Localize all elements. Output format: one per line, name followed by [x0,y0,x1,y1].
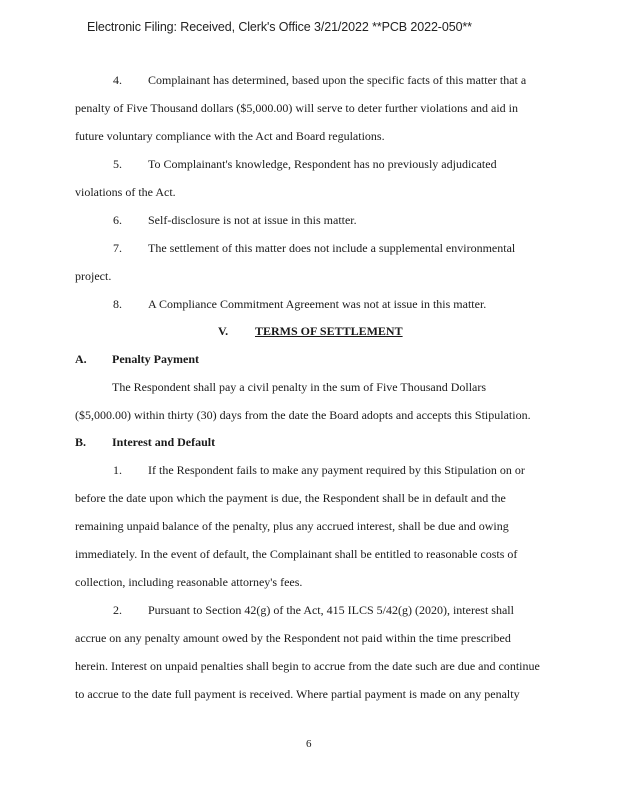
page-number: 6 [306,738,312,750]
para8-line1: A Compliance Commitment Agreement was not at issue in this matter. [148,297,487,311]
para7-number: 7. [113,241,122,255]
subsection-a-label: A. [75,352,87,366]
para5-line2: violations of the Act. [75,185,176,199]
subsection-a-line2: ($5,000.00) within thirty (30) days from the date the Board adopts and accepts this Stipulation. [75,408,531,422]
b2-line3: herein. Interest on unpaid penalties shall begin to accrue from the date such are due and continue [75,659,540,673]
para5-number: 5. [113,157,122,171]
para6-line1: Self-disclosure is not at issue in this matter. [148,213,357,227]
para5-line1: To Complainant's knowledge, Respondent has no previously adjudicated [148,157,497,171]
para4-line1: Complainant has determined, based upon the specific facts of this matter that a [148,73,527,87]
section-number: V. [218,324,229,338]
para7-line1: The settlement of this matter does not include a supplemental environmental [148,241,516,255]
b2-line4: to accrue to the date full payment is received. Where partial payment is made on any penalty [75,687,520,701]
b2-line2: accrue on any penalty amount owed by the Respondent not paid within the time prescribed [75,631,511,645]
para4-line2: penalty of Five Thousand dollars ($5,000.00) will serve to deter further violations and aid in [75,101,519,115]
para7-line2: project. [75,269,112,283]
b1-line5: collection, including reasonable attorney's fees. [75,575,303,589]
para4-line3: future voluntary compliance with the Act and Board regulations. [75,129,385,143]
b2-line1: Pursuant to Section 42(g) of the Act, 415 ILCS 5/42(g) (2020), interest shall [148,603,514,617]
subsection-b-label: B. [75,435,87,449]
b1-line2: before the date upon which the payment is due, the Respondent shall be in default and the [75,491,506,505]
para8-number: 8. [113,297,122,311]
para4-number: 4. [113,73,122,87]
b1-line1: If the Respondent fails to make any payment required by this Stipulation on or [148,463,525,477]
filing-header: Electronic Filing: Received, Clerk's Office 3/21/2022 **PCB 2022-050** [87,20,472,34]
subsection-a-title: Penalty Payment [112,352,199,366]
section-title: TERMS OF SETTLEMENT [255,324,403,338]
b1-line3: remaining unpaid balance of the penalty, plus any accrued interest, shall be due and owing [75,519,509,533]
subsection-a-line1: The Respondent shall pay a civil penalty in the sum of Five Thousand Dollars [112,380,487,394]
b1-number: 1. [113,463,122,477]
b1-line4: immediately. In the event of default, the Complainant shall be entitled to reasonable costs of [75,547,518,561]
para6-number: 6. [113,213,122,227]
b2-number: 2. [113,603,122,617]
subsection-b-title: Interest and Default [112,435,216,449]
